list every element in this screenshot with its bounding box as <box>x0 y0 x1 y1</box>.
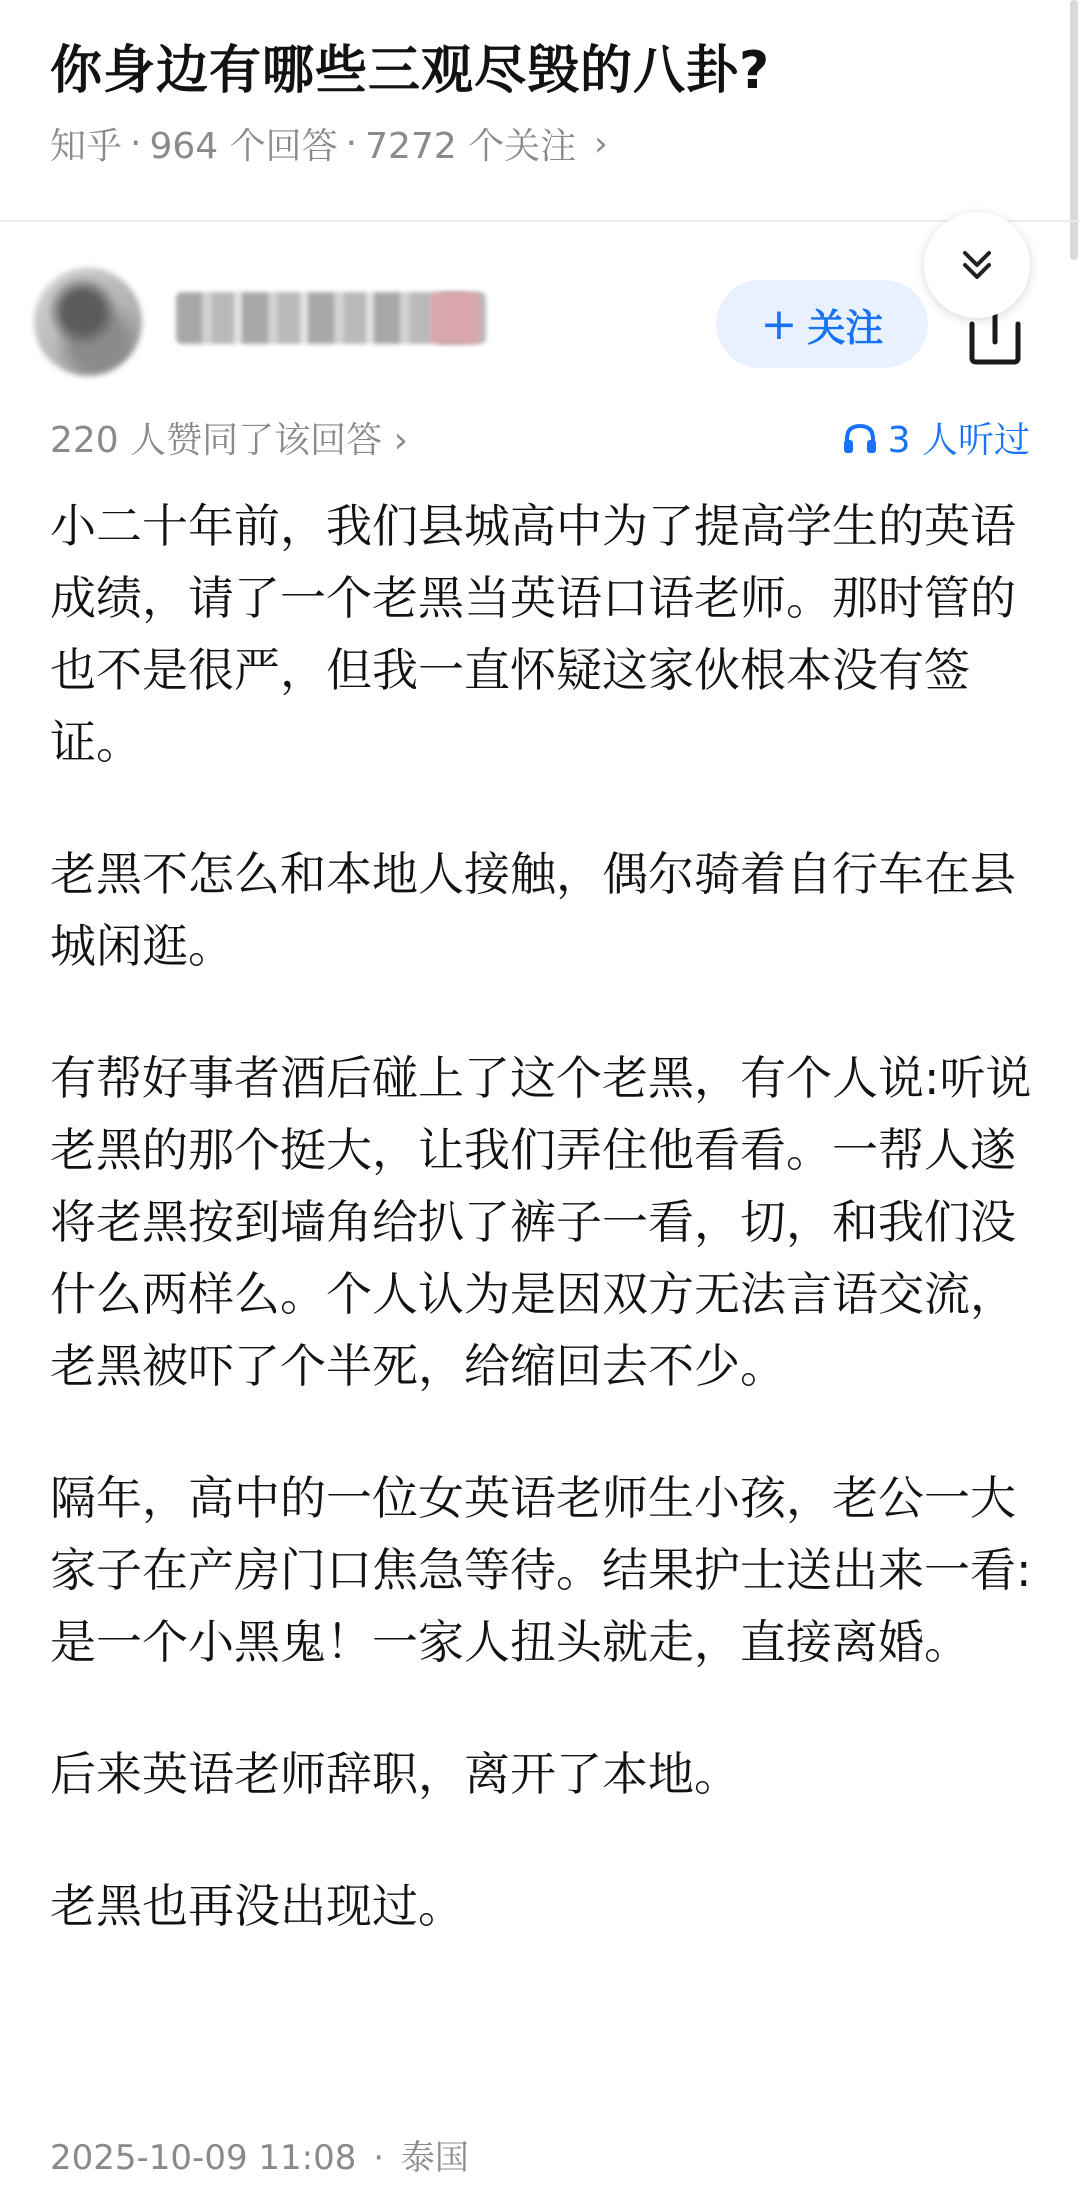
vote-count[interactable]: 220 人赞同了该回答 › <box>50 420 408 461</box>
listen-count[interactable] <box>842 412 1030 463</box>
author-row <box>0 262 1080 372</box>
collapse-button[interactable] <box>924 212 1030 318</box>
header-divider <box>0 220 1080 222</box>
question-header <box>0 0 1080 222</box>
follow-count: 7272 个关注 <box>365 126 577 167</box>
chevron-right-icon: › <box>594 123 608 164</box>
paragraph: 有帮好事者酒后碰上了这个老黑，有个人说:听说老黑的那个挺大，让我们弄住他看看。一帮人遂将老黑按到墙角给扒了裤子一看，切，和我们没什么两样么。个人认为是因双方无法言语交流，老黑被吓了个半死，给缩回去不少。 <box>50 1051 1032 1393</box>
publish-datetime: 2025-10-09 11:08 <box>50 2138 357 2178</box>
answer-content <box>50 490 1040 2002</box>
author-badge <box>430 292 480 344</box>
ip-location: 泰国 <box>400 2138 469 2178</box>
question-title[interactable]: 你身边有哪些三观尽毁的八卦? <box>50 41 771 101</box>
answer-count: 964 个回答 <box>149 126 338 167</box>
meta-separator: · <box>130 123 142 164</box>
answer-footer <box>50 2130 469 2179</box>
paragraph: 小二十年前，我们县城高中为了提高学生的英语成绩，请了一个老黑当英语口语老师。那时管的也不是很严，但我一直怀疑这家伙根本没有签证。 <box>50 499 1016 769</box>
answer-stats <box>50 412 1030 468</box>
question-meta[interactable] <box>50 118 608 169</box>
follow-label: 关注 <box>807 305 884 350</box>
headphones-icon <box>842 421 878 455</box>
footer-separator: · <box>373 2138 385 2178</box>
double-chevron-down-icon <box>957 245 997 285</box>
paragraph: 老黑不怎么和本地人接触，偶尔骑着自行车在县城闲逛。 <box>50 847 1016 973</box>
source-label: 知乎 <box>50 126 123 167</box>
paragraph: 老黑也再没出现过。 <box>50 1879 464 1933</box>
avatar[interactable] <box>34 268 142 376</box>
follow-button[interactable] <box>716 280 928 368</box>
meta-separator: · <box>345 123 358 164</box>
listen-label: 3 人听过 <box>887 420 1030 461</box>
plus-icon: + <box>760 298 798 350</box>
paragraph: 后来英语老师辞职，离开了本地。 <box>50 1747 740 1801</box>
paragraph: 隔年，高中的一位女英语老师生小孩，老公一大家子在产房门口焦急等待。结果护士送出来一看:是一个小黑鬼！一家人扭头就走，直接离婚。 <box>50 1471 1032 1669</box>
